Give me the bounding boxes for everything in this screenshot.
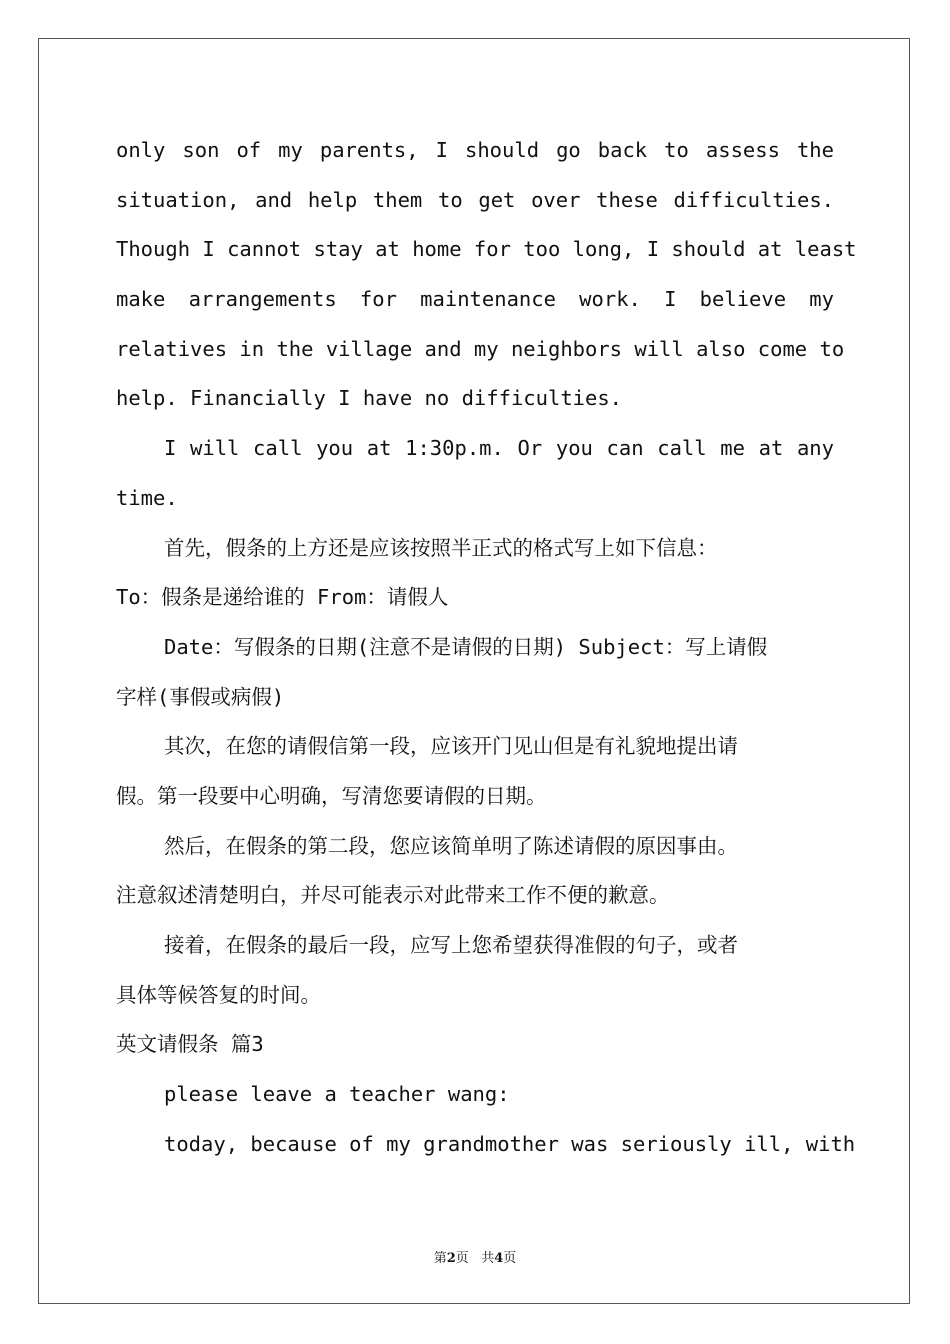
text-line: To：假条是递给谁的 From：请假人 xyxy=(116,585,449,610)
page-suffix: 页 xyxy=(503,1251,517,1266)
text-line: 注意叙述清楚明白，并尽可能表示对此带来工作不便的歉意。 xyxy=(116,883,670,908)
text-line: 字样(事假或病假) xyxy=(116,684,285,709)
page-footer xyxy=(0,1247,950,1266)
text-line: 首先，假条的上方还是应该按照半正式的格式写上如下信息： xyxy=(164,535,718,560)
text-line: 然后，在假条的第二段，您应该简单明了陈述请假的原因事由。 xyxy=(164,833,738,858)
text-line: Though I cannot stay at home for too long, I should at least xyxy=(116,237,857,262)
text-line: Date：写假条的日期(注意不是请假的日期) Subject：写上请假 xyxy=(164,634,768,659)
text-line: please leave a teacher wang: xyxy=(164,1082,510,1107)
page-prefix: 第 xyxy=(433,1251,447,1266)
section-heading: 英文请假条 篇3 xyxy=(116,1032,264,1057)
text-line: relatives in the village and my neighbors will also come to xyxy=(116,336,845,361)
text-line: I will call you at 1:30p.m. Or you can call me at any xyxy=(164,436,834,461)
document-body xyxy=(116,126,857,1169)
text-line: 具体等候答复的时间。 xyxy=(116,982,321,1007)
page-current: 2 xyxy=(446,1251,456,1266)
text-line: 其次，在您的请假信第一段，应该开门见山但是有礼貌地提出请 xyxy=(164,734,738,759)
text-line: make arrangements for maintenance work. I believe my xyxy=(116,287,834,312)
text-line: help. Financially I have no difficulties. xyxy=(116,386,623,411)
text-line: today, because of my grandmother was seriously ill, with xyxy=(164,1131,856,1156)
page-mid: 页 共 xyxy=(455,1251,495,1266)
text-line: situation, and help them to get over these difficulties. xyxy=(116,187,834,212)
text-line: 接着，在假条的最后一段，应写上您希望获得准假的句子，或者 xyxy=(164,933,738,957)
text-line: 假。第一段要中心明确，写清您要请假的日期。 xyxy=(116,783,547,808)
text-line: time. xyxy=(116,485,178,510)
page-total: 4 xyxy=(494,1251,504,1266)
text-line: only son of my parents, I should go back to assess the xyxy=(116,138,834,162)
